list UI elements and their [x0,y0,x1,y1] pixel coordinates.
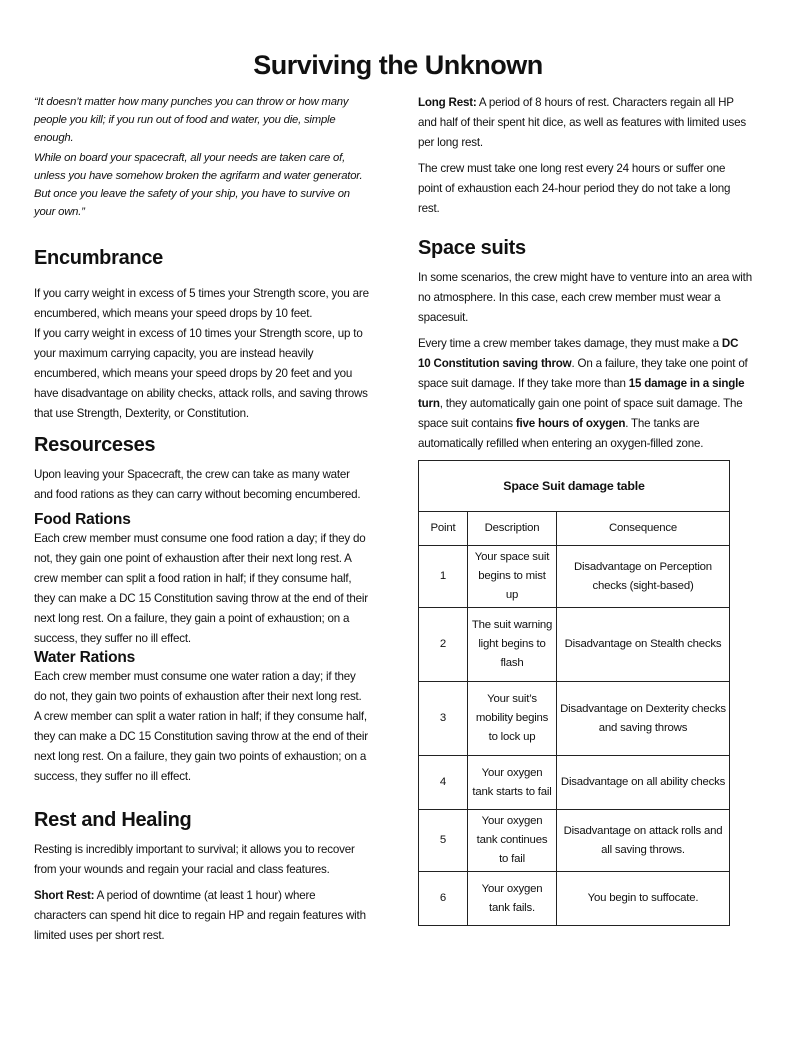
encumbrance-text-2: If you carry weight in excess of 10 times your Strength score, up to your maximum carrying capacity, you are instead heavily encumbered, which means your speed drops by 20 feet and you have disadvantage on ability checks, attack rolls, and saving throws that use Strength, Dexterity, or Constitution. [34,327,368,420]
table-header-description: Description [468,512,557,546]
consequence-cell: Disadvantage on Perception checks (sight-based) [557,546,730,608]
table-header-point: Point [419,512,468,546]
short-rest-text: Short Rest: A period of downtime (at least 1 hour) where characters can spend hit dice to regain HP and regain features with limited uses per short rest. [34,889,366,942]
consequence-cell: Disadvantage on Stealth checks [557,608,730,682]
description-cell: Your oxygen tank fails. [468,872,557,926]
table-row [419,810,730,872]
resources-intro: Upon leaving your Spacecraft, the crew can take as many water and food rations as they can carry without becoming encumbered. [34,468,361,501]
water-rations-text: Each crew member must consume one water ration a day; if they do not, they gain two points of exhaustion after their next long rest. A crew member can split a water ration in half; if they consume half, they can make a DC 15 Constitution saving throw at the end of their next long rest. On a failure, they gain two points of exhaustion; on a success, they suffer no ill effect. [34,670,368,783]
description-cell: Your suit’s mobility begins to lock up [468,682,557,756]
point-cell: 2 [419,608,468,682]
consequence-cell: Disadvantage on attack rolls and all saving throws. [557,810,730,872]
long-rest-label: Long Rest: [418,96,477,109]
right-column [418,93,752,926]
description-cell: The suit warning light begins to flash [468,608,557,682]
table-row [419,872,730,926]
left-column [34,93,370,946]
space-suits-heading: Space suits [418,237,526,259]
rest-intro: Resting is incredibly important to survival; it allows you to recover from your wounds and regain your racial and class features. [34,843,355,876]
rest-heading: Rest and Healing [34,809,192,831]
consequence-cell: You begin to suffocate. [557,872,730,926]
point-cell: 6 [419,872,468,926]
point-cell: 1 [419,546,468,608]
long-rest-text: Long Rest: A period of 8 hours of rest. Characters regain all HP and half of their spent hit dice, as well as features with limited uses per long rest. [418,96,746,149]
intro-quote-2: While on board your spacecraft, all your needs are taken care of, unless you have somehow broken the agrifarm and water generator. But once you leave the safety of your ship, you have to survive on your own.” [34,152,363,218]
space-suits-intro: In some scenarios, the crew might have to venture into an area with no atmosphere. In this case, each crew member must wear a spacesuit. [418,271,752,324]
table-header-consequence: Consequence [557,512,730,546]
description-cell: Your oxygen tank starts to fail [468,756,557,810]
table-row [419,608,730,682]
food-rations-heading: Food Rations [34,511,131,528]
water-rations-heading: Water Rations [34,649,136,666]
encumbrance-heading: Encumbrance [34,247,163,269]
point-cell: 4 [419,756,468,810]
space-suits-damage-text: Every time a crew member takes damage, they must make a DC 10 Constitution saving throw. On a failure, they take one point of space suit damage. If they take more than 15 damage in a single turn, they automatically gain one point of space suit damage. The space suit contains five hours of oxygen. The tanks are automatically refilled when entering an oxygen-filled zone. [418,337,748,450]
table-row [419,682,730,756]
table-row [419,546,730,608]
description-cell: Your space suit begins to mist up [468,546,557,608]
page-title: Surviving the Unknown [253,50,543,80]
point-cell: 5 [419,810,468,872]
consequence-cell: Disadvantage on Dexterity checks and saving throws [557,682,730,756]
short-rest-label: Short Rest: [34,889,95,902]
encumbrance-text-1: If you carry weight in excess of 5 times your Strength score, you are encumbered, which means your speed drops by 10 feet. [34,287,369,320]
space-suit-damage-table [418,460,730,926]
intro-quote-1: “It doesn’t matter how many punches you can throw or how many people you kill; if you run out of food and water, you die, simple enough. [34,96,349,144]
table-row [419,756,730,810]
resources-heading: Resourceses [34,434,156,456]
consequence-cell: Disadvantage on all ability checks [557,756,730,810]
table-caption: Space Suit damage table [419,461,730,512]
food-rations-text: Each crew member must consume one food ration a day; if they do not, they gain one point of exhaustion after their next long rest. A crew member can split a food ration in half; if they consume half, they can make a DC 15 Constitution saving throw at the end of their next long rest. On a failure, they gain a point of exhaustion; on a success, they suffer no ill effect. [34,532,368,645]
point-cell: 3 [419,682,468,756]
description-cell: Your oxygen tank continues to fail [468,810,557,872]
crew-rest-text: The crew must take one long rest every 24 hours or suffer one point of exhaustion each 24-hour period they do not take a long rest. [418,162,731,215]
